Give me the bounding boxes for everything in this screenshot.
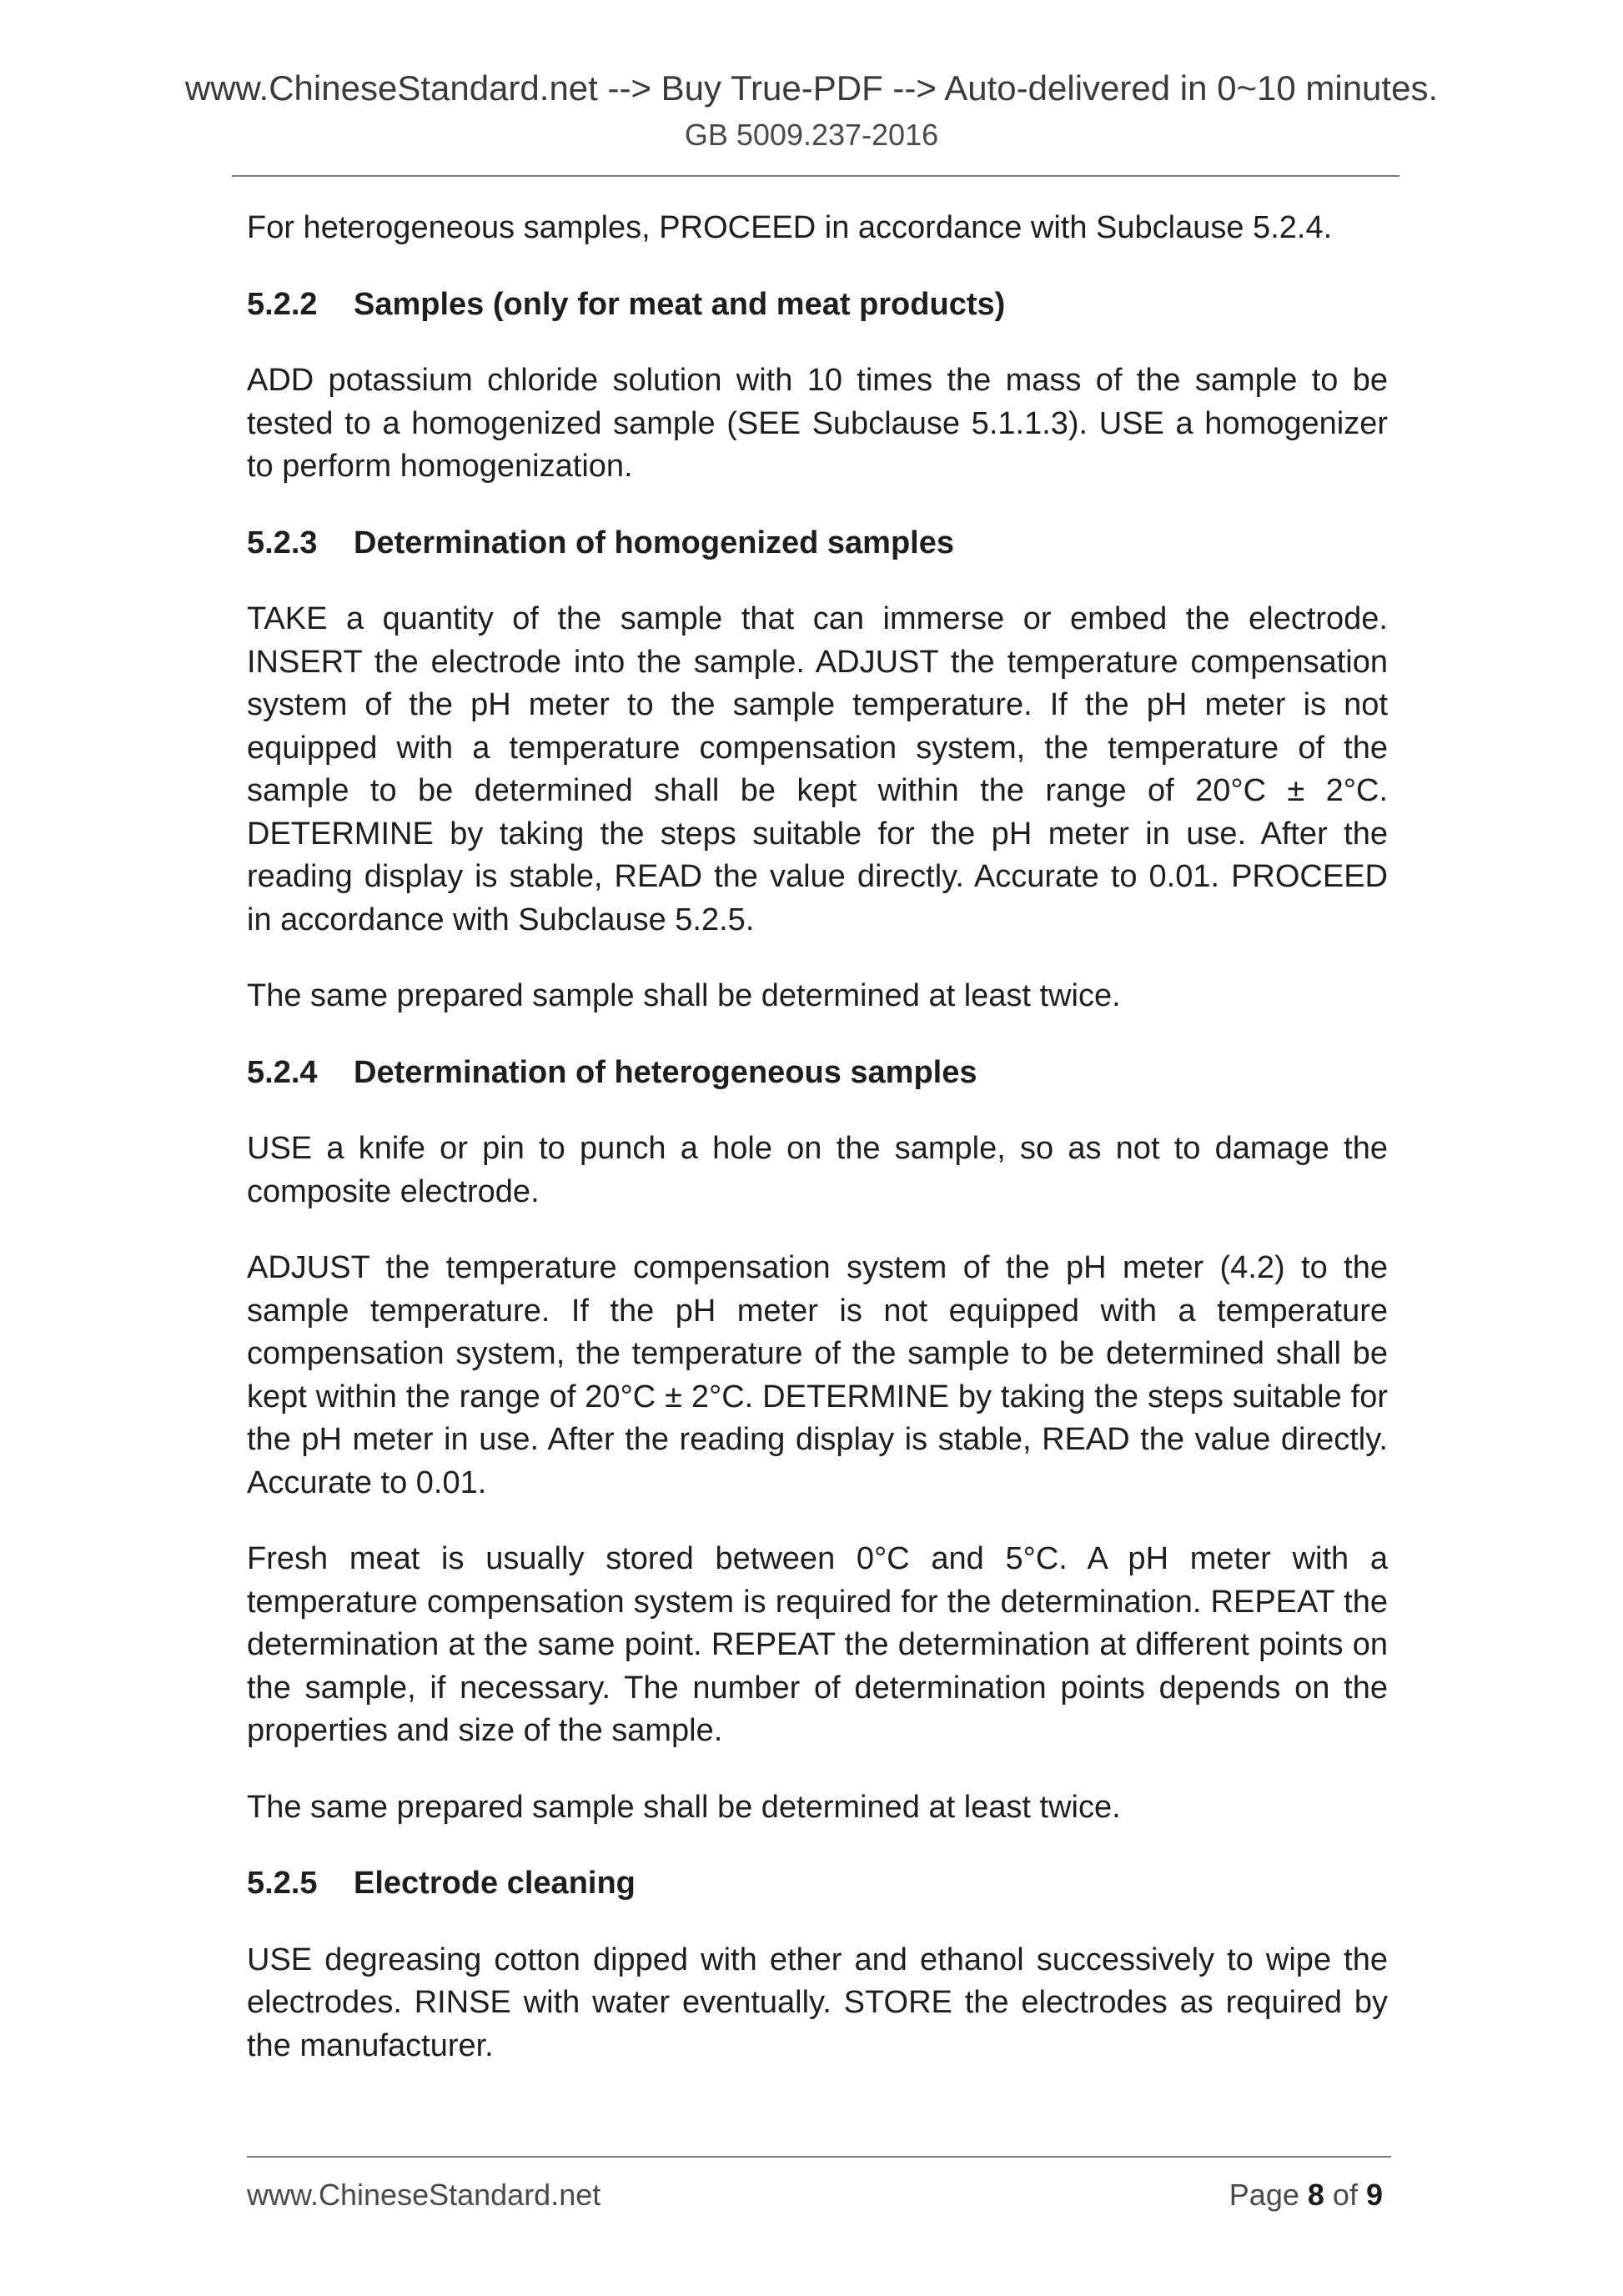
intro-paragraph: For heterogeneous samples, PROCEED in accordance with Subclause 5.2.4.: [247, 210, 1333, 245]
footer-site: www.ChineseStandard.net: [247, 2178, 601, 2212]
section-title: Electrode cleaning: [354, 1866, 636, 1901]
paragraph: The same prepared sample shall be determined at least twice.: [247, 1789, 1121, 1825]
paragraph: ADD potassium chloride solution with 10 times the mass of the sample to be tested to a homogenized sample (SEE Subclause 5.1.1.3). USE a homogenizer to perform homogenization.: [247, 363, 1388, 484]
paragraph: ADJUST the temperature compensation system of the pH meter (4.2) to the sample temperature. If the pH meter is not equipped with a temperature compensation system, the temperature of the sample to be determined shall be kept within the range of 20°C ± 2°C. DETERMINE by taking the steps suitable for the pH meter in use. After the reading display is stable, READ the value directly. Accurate to 0.01.: [247, 1250, 1388, 1500]
header-divider: [232, 175, 1399, 177]
header-banner: www.ChineseStandard.net --> Buy True-PDF --> Auto-delivered in 0~10 minutes.: [184, 68, 1439, 108]
page-current: 8: [1307, 2178, 1324, 2212]
section-title: Samples (only for meat and meat products): [354, 286, 1006, 322]
page-word: Page: [1229, 2178, 1299, 2212]
document-body: [247, 207, 1388, 2101]
section-number: 5.2.4: [247, 1054, 318, 1090]
section-number: 5.2.2: [247, 286, 318, 322]
section-heading-5-2-3: [247, 522, 1388, 565]
section-heading-5-2-2: [247, 284, 1388, 327]
page-of: of: [1332, 2178, 1358, 2212]
standard-code: GB 5009.237-2016: [684, 118, 939, 152]
section-number: 5.2.5: [247, 1866, 318, 1901]
page-total: 9: [1365, 2178, 1383, 2212]
section-number: 5.2.3: [247, 525, 318, 560]
section-title: Determination of homogenized samples: [354, 525, 954, 560]
paragraph: TAKE a quantity of the sample that can immerse or embed the electrode. INSERT the electrode into the sample. ADJUST the temperature compensation system of the pH meter to the sample temperature. If the pH meter is not equipped with a temperature compensation system, the temperature of the sample to be determined shall be kept within the range of 20°C ± 2°C. DETERMINE by taking the steps suitable for the pH meter in use. After the reading display is stable, READ the value directly. Accurate to 0.01. PROCEED in accordance with Subclause 5.2.5.: [247, 601, 1388, 937]
paragraph: Fresh meat is usually stored between 0°C and 5°C. A pH meter with a temperature compensation system is required for the determination. REPEAT the determination at the same point. REPEAT the determination at different points on the sample, if necessary. The number of determination points depends on the properties and size of the sample.: [247, 1541, 1388, 1748]
paragraph: USE a knife or pin to punch a hole on the sample, so as not to damage the composite electrode.: [247, 1131, 1388, 1209]
section-title: Determination of heterogeneous samples: [354, 1054, 977, 1090]
page-indicator: [1229, 2177, 1383, 2213]
paragraph: USE degreasing cotton dipped with ether and ethanol successively to wipe the electrodes. RINSE with water eventually. STORE the electrodes as required by the manufacturer.: [247, 1942, 1388, 2063]
footer-divider: [247, 2156, 1391, 2158]
paragraph: The same prepared sample shall be determined at least twice.: [247, 978, 1121, 1013]
section-heading-5-2-4: [247, 1052, 1388, 1095]
section-heading-5-2-5: [247, 1862, 1388, 1906]
